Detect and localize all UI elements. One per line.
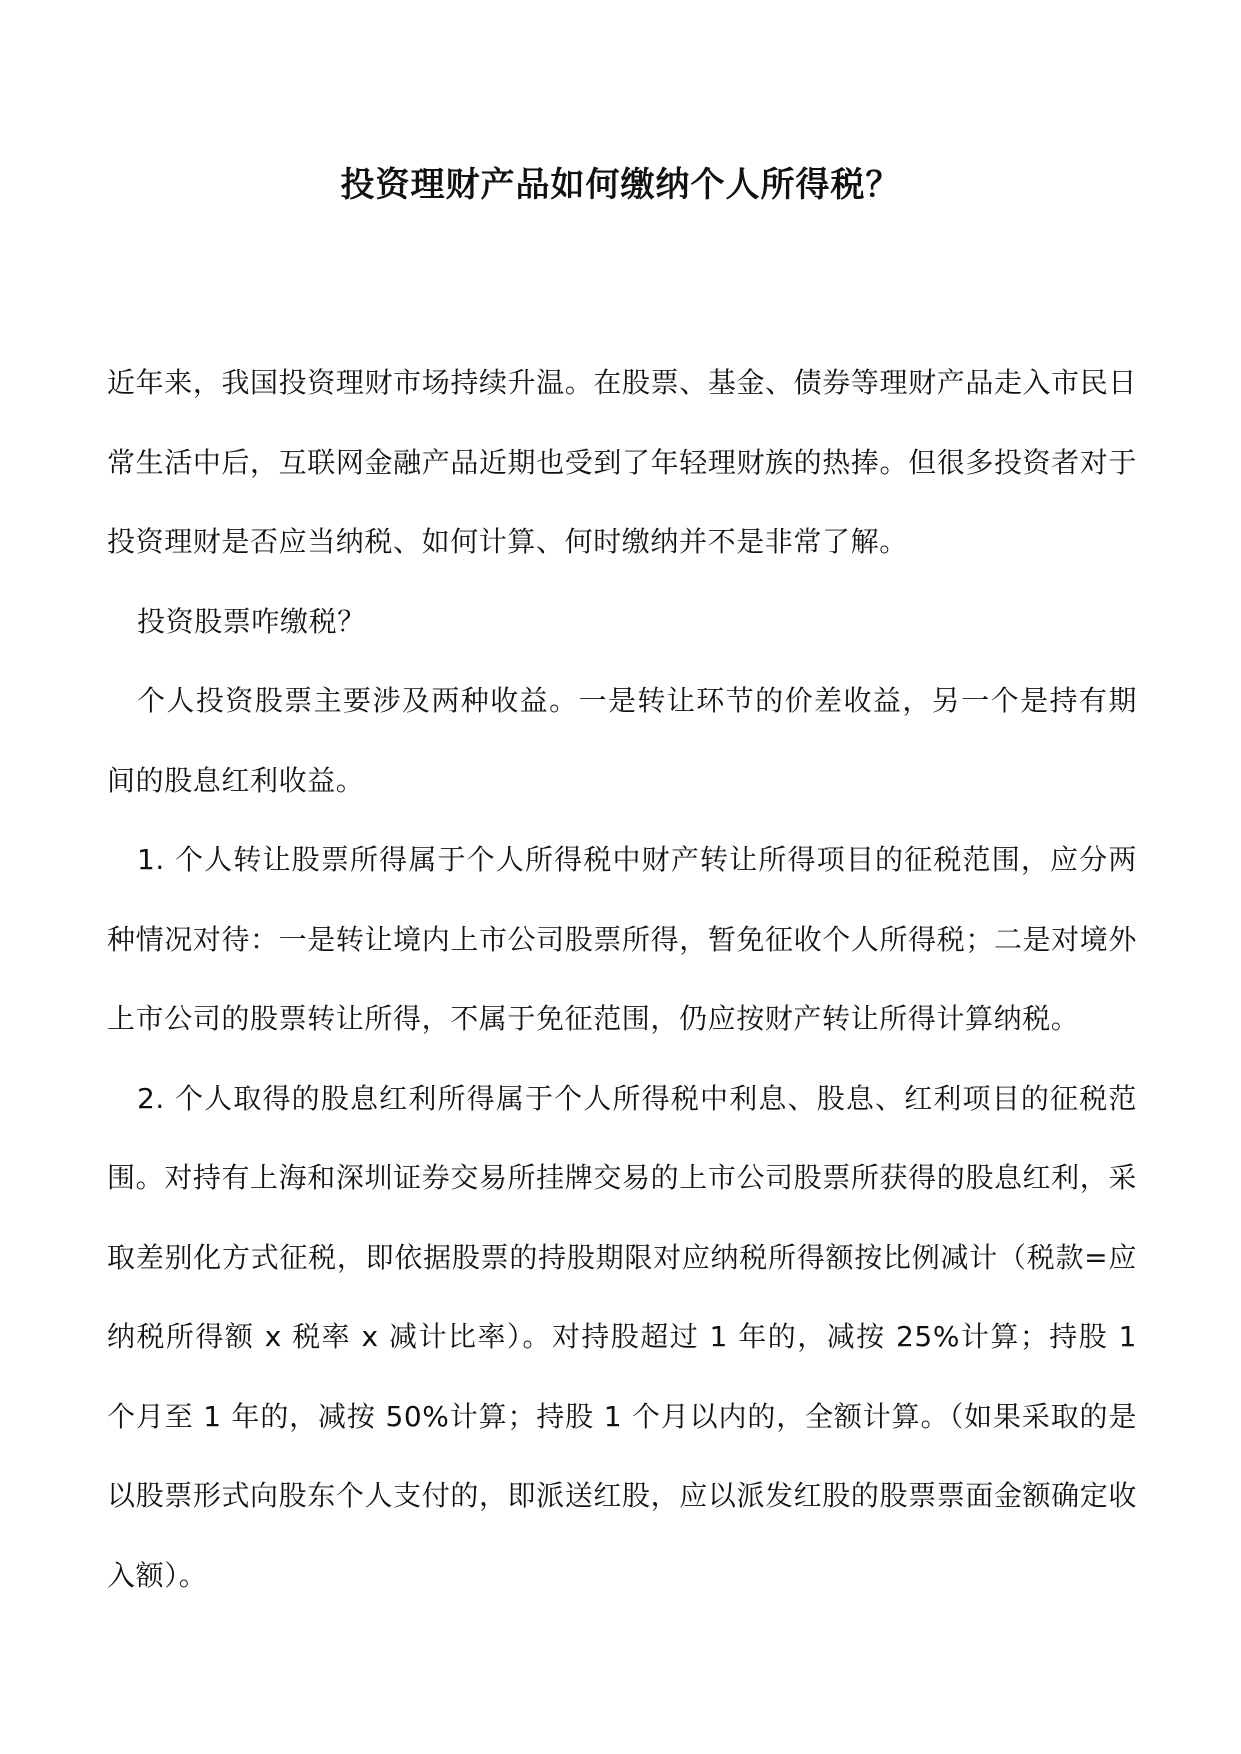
document-title: 投资理财产品如何缴纳个人所得税？ bbox=[340, 165, 901, 205]
stock-income-paragraph: 个人投资股票主要涉及两种收益。一是转让环节的价差收益，另一个是持有期间的股息红利收益。 bbox=[107, 684, 1137, 797]
document-body bbox=[107, 343, 1137, 1615]
section-heading-stocks: 投资股票咋缴税？ bbox=[137, 604, 366, 638]
intro-paragraph: 近年来，我国投资理财市场持续升温。在股票、基金、债券等理财产品走入市民日常生活中后，互联网金融产品近期也受到了年轻理财族的热捧。但很多投资者对于投资理财是否应当纳税、如何计算、何时缴纳并不是非常了解。 bbox=[107, 366, 1137, 558]
item-1-paragraph: 1. 个人转让股票所得属于个人所得税中财产转让所得项目的征税范围，应分两种情况对待：一是转让境内上市公司股票所得，暂免征收个人所得税；二是对境外上市公司的股票转让所得，不属于免征范围，仍应按财产转让所得计算纳税。 bbox=[107, 843, 1137, 1035]
item-2-paragraph: 2. 个人取得的股息红利所得属于个人所得税中利息、股息、红利项目的征税范围。对持有上海和深圳证券交易所挂牌交易的上市公司股票所获得的股息红利，采取差别化方式征税，即依据股票的持股期限对应纳税所得额按比例减计（税款=应纳税所得额 x 税率 x 减计比率）。对持股超过 1 年的，减按 25%计算；持股 1 个月至 1 年的，减按 50%计算；持股 1 个月以内的，全额计算。（如果采取的是以股票形式向股东个人支付的，即派送红股，应以派发红股的股票票面金额确定收入额）。 bbox=[107, 1081, 1137, 1592]
